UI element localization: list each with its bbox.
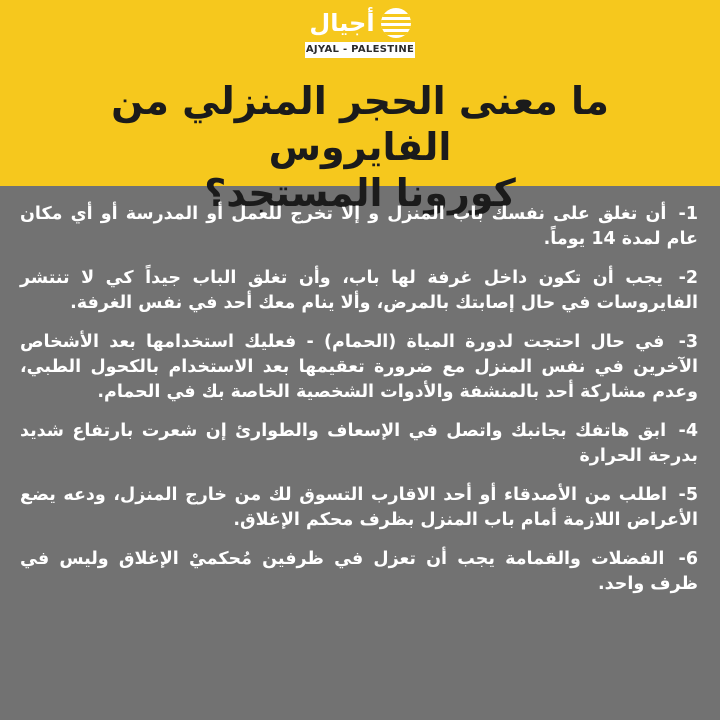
list-item [20,202,698,252]
item-text: اطلب من الأصدقاء أو أحد الاقارب التسوق لك من خارج المنزل، ودعه يضع الأعراض اللازمة أمام باب المنزل بظرف محكم الإغلاق. [20,485,698,530]
list-item [20,547,698,597]
item-number: 4- [678,421,698,441]
item-number: 1- [678,204,698,224]
list-item [20,483,698,533]
item-text: أن تغلق على نفسك باب المنزل و إلا تخرج للعمل أو المدرسة أو أي مكان عام لمدة 14 يوماً. [20,204,698,249]
item-text: الفضلات والقمامة يجب أن تعزل في ظرفين مُحكميْ الإغلاق وليس في ظرف واحد. [20,549,698,594]
logo-subtitle: AJYAL - PALESTINE [305,42,415,58]
item-text: ابق هاتفك بجانبك واتصل في الإسعاف والطوارئ إن شعرت بارتفاع شديد بدرجة الحرارة [20,421,698,466]
item-number: 5- [678,485,698,505]
ajyal-logo [300,8,420,68]
item-text: في حال احتجت لدورة المياة (الحمام) - فعليك استخدامها بعد الأشخاص الآخرين في نفس المنزل مع ضرورة تعقيمها بعد الاستخدام بالكحول الطبي، وعدم مشاركة أحد بالمنشفة والأدوات الشخصية الخاصة بك في الحمام. [20,332,698,402]
list-item [20,419,698,469]
title-line-1: ما معنى الحجر المنزلي من الفايروس [111,79,609,169]
item-number: 3- [678,332,699,352]
globe-stripes-icon [381,8,411,38]
list-item [20,266,698,316]
logo-name: أجيال [309,9,375,37]
item-text: يجب أن تكون داخل غرفة لها باب، وأن تغلق الباب جيداً كي لا تنتشر الفايروسات في حال إصابتك بالمرض، وألا ينام معك أحد في نفس الغرفة. [20,268,698,313]
header-banner [0,0,720,215]
item-number: 6- [678,549,698,569]
title-line-2: كورونا المستجد؟ [204,171,516,215]
item-number: 2- [678,268,699,288]
list-item [20,330,698,405]
logo-row [300,8,420,38]
guidelines-list [20,186,698,720]
